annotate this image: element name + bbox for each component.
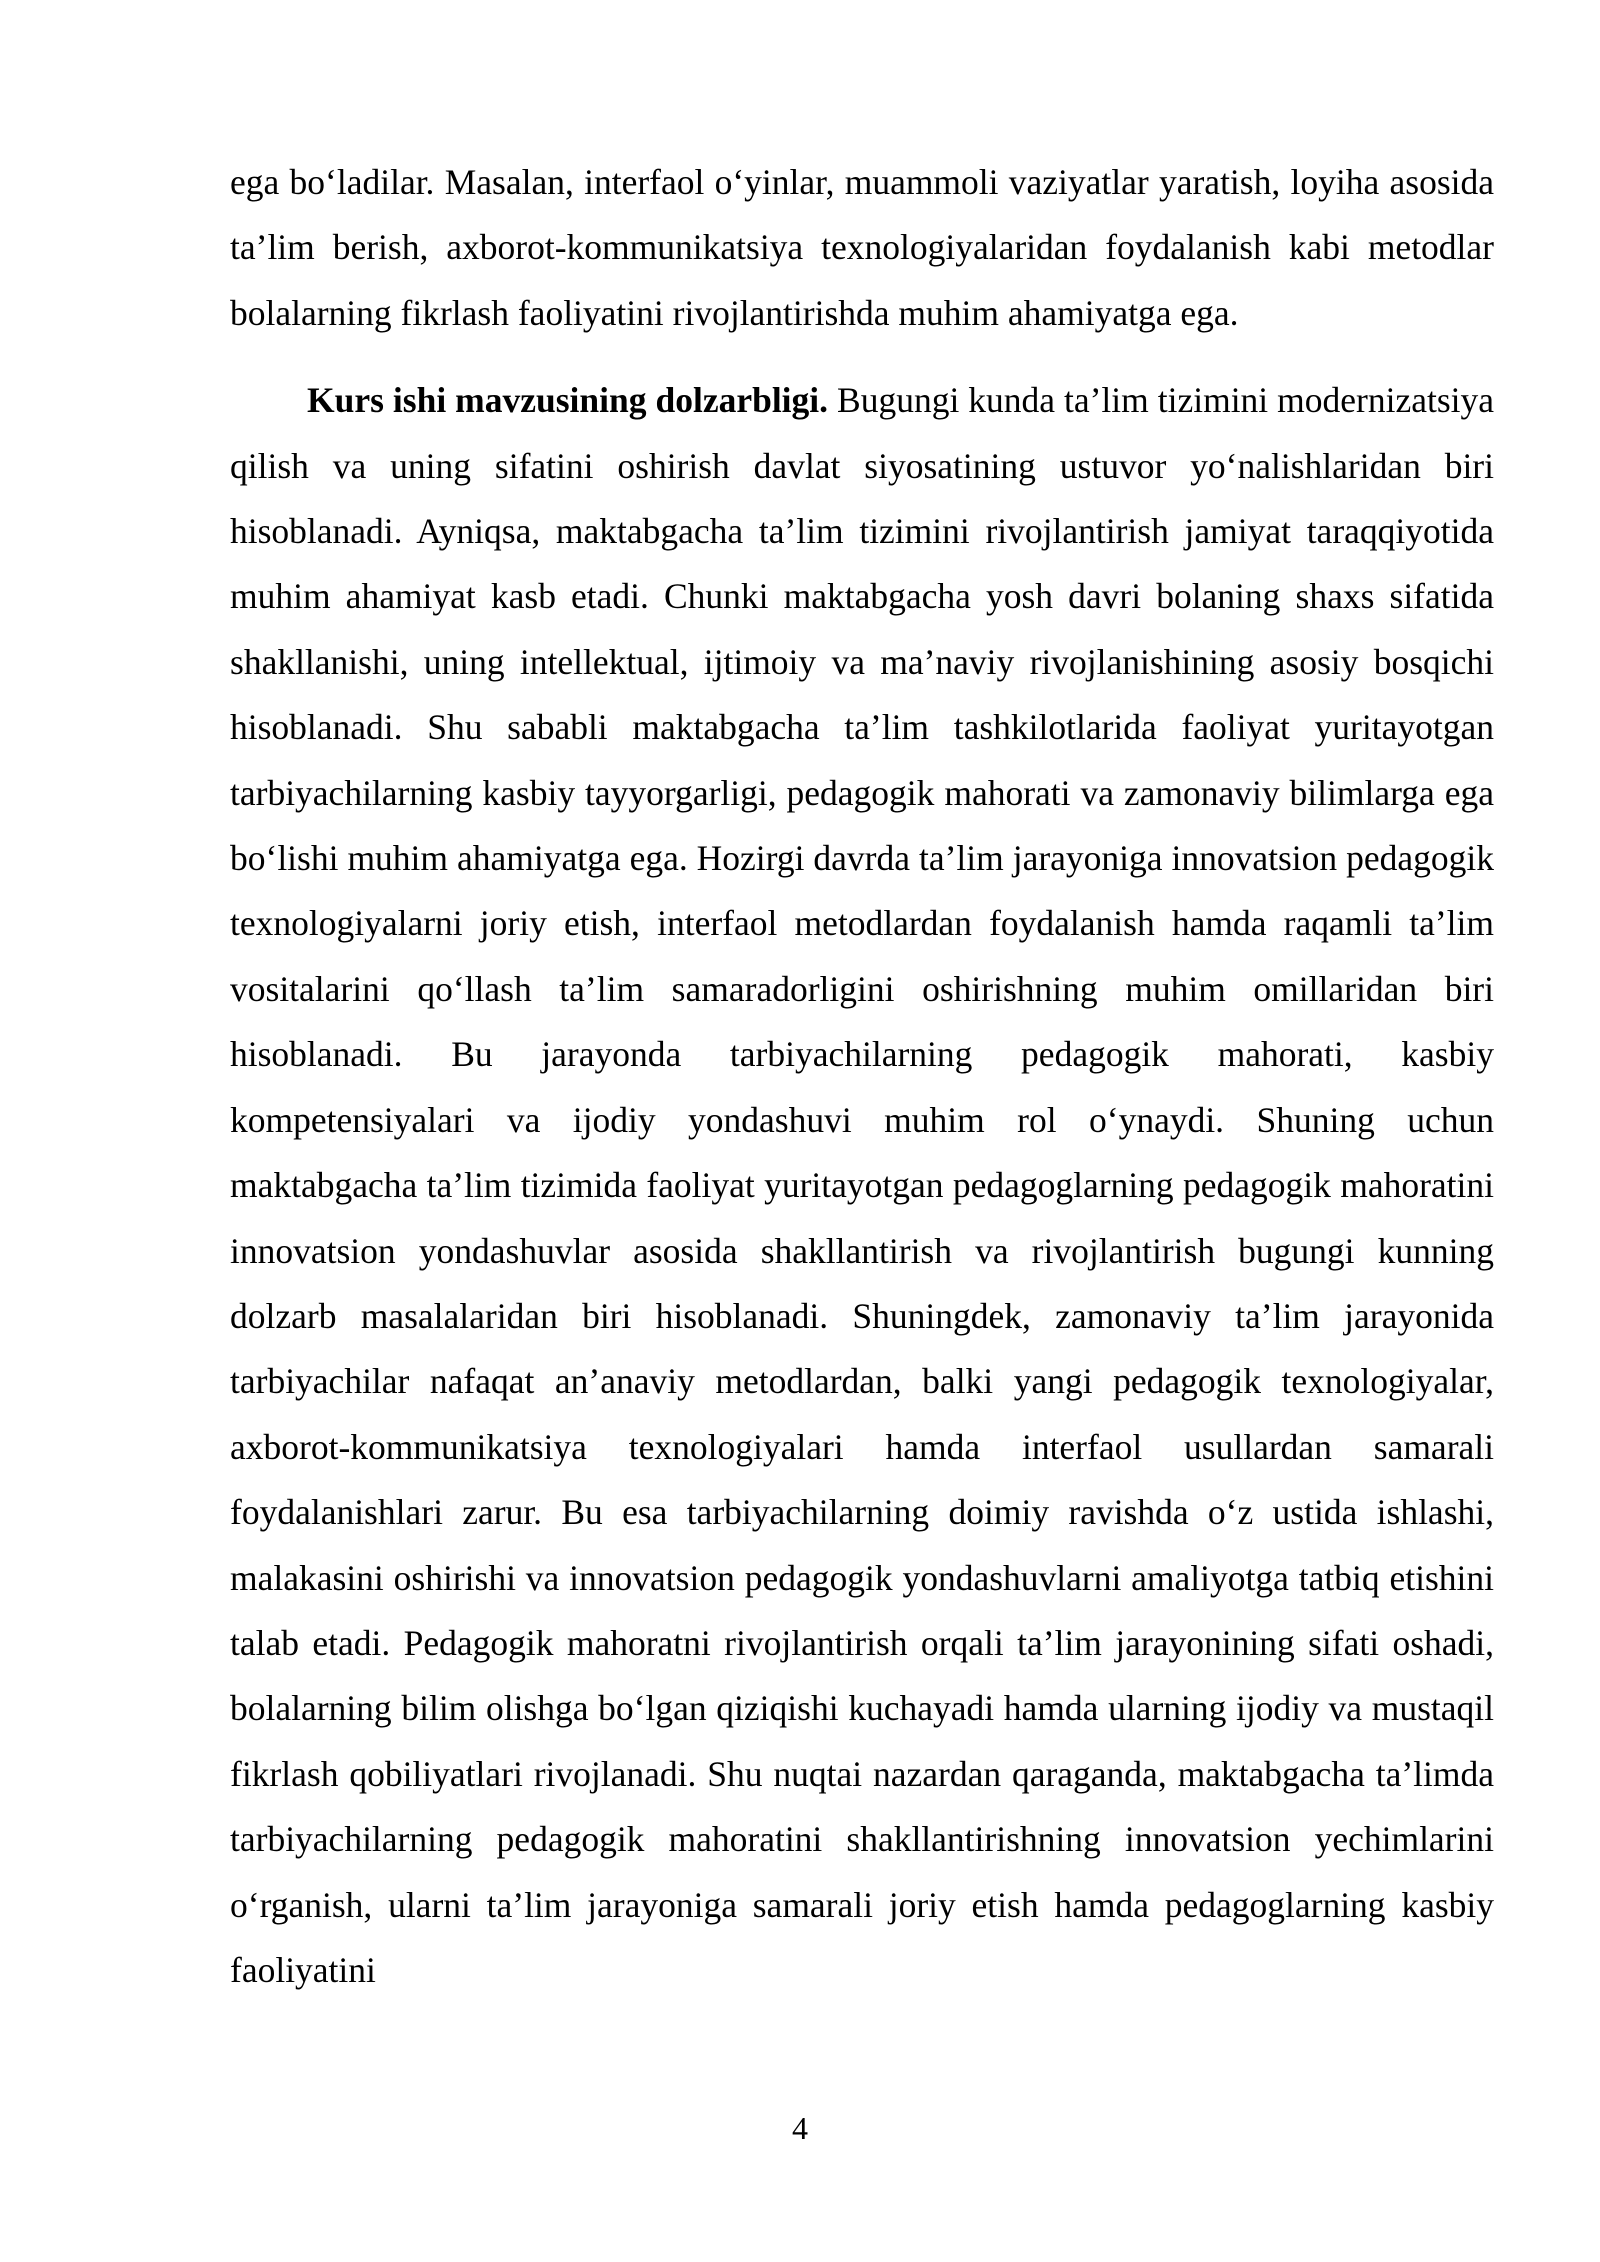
document-page <box>230 150 1494 2003</box>
paragraph-continuation: ega bo‘ladilar. Masalan, interfaol o‘yinlar, muammoli vaziyatlar yaratish, loyiha asosida ta’lim berish, axborot-kommunikatsiya texnologiyalaridan foydalanish kabi metodlar bolalarning fikrlash faoliyatini rivojlantirishda muhim ahamiyatga ega. <box>230 162 1494 333</box>
paragraph-body: Bugungi kunda ta’lim tizimini modernizatsiya qilish va uning sifatini oshirish davlat siyosatining ustuvor yo‘nalishlaridan biri hisoblanadi. Ayniqsa, maktabgacha ta’lim tizimini rivojlantirish jamiyat taraqqiyotida muhim ahamiyat kasb etadi. Chunki maktabgacha yosh davri bolaning shaxs sifatida shakllanishi, uning intellektual, ijtimoiy va ma’naviy rivojlanishining asosiy bosqichi hisoblanadi. Shu sababli maktabgacha ta’lim tashkilotlarida faoliyat yuritayotgan tarbiyachilarning kasbiy tayyorgarligi, pedagogik mahorati va zamonaviy bilimlarga ega bo‘lishi muhim ahamiyatga ega. Hozirgi davrda ta’lim jarayoniga innovatsion pedagogik texnologiyalarni joriy etish, interfaol metodlardan foydalanish hamda raqamli ta’lim vositalarini qo‘llash ta’lim samaradorligini oshirishning muhim omillaridan biri hisoblanadi. Bu jarayonda tarbiyachilarning pedagogik mahorati, kasbiy kompetensiyalari va ijodiy yondashuvi muhim rol o‘ynaydi. Shuning uchun maktabgacha ta’lim tizimida faoliyat yuritayotgan pedagoglarning pedagogik mahoratini innovatsion yondashuvlar asosida shakllantirish va rivojlantirish bugungi kunning dolzarb masalalaridan biri hisoblanadi. Shuningdek, zamonaviy ta’lim jarayonida tarbiyachilar nafaqat an’anaviy metodlardan, balki yangi pedagogik texnologiyalar, axborot-kommunikatsiya texnologiyalari hamda interfaol usullardan samarali foydalanishlari zarur. Bu esa tarbiyachilarning doimiy ravishda o‘z ustida ishlashi, malakasini oshirishi va innovatsion pedagogik yondashuvlarni amaliyotga tatbiq etishini talab etadi. Pedagogik mahoratni rivojlantirish orqali ta’lim jarayonining sifati oshadi, bolalarning bilim olishga bo‘lgan qiziqishi kuchayadi hamda ularning ijodiy va mustaqil fikrlash qobiliyatlari rivojlanadi. Shu nuqtai nazardan qaraganda, maktabgacha ta’limda tarbiyachilarning pedagogik mahoratini shakllantirishning innovatsion yechimlarini o‘rganish, ularni ta’lim jarayoniga samarali joriy etish hamda pedagoglarning kasbiy faoliyatini <box>230 380 1494 1990</box>
page-number: 4 <box>792 2110 808 2146</box>
paragraph-relevance <box>230 368 1494 2003</box>
section-heading: Kurs ishi mavzusining dolzarbligi. <box>307 380 829 421</box>
